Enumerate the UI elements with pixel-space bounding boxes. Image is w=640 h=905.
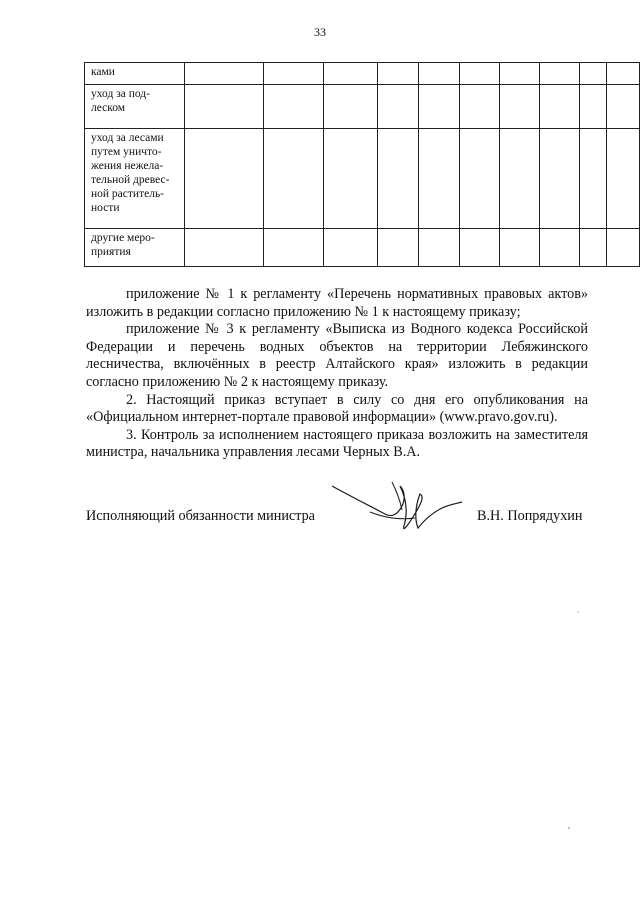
row-label: ками <box>85 63 185 85</box>
signatory-name: В.Н. Попрядухин <box>477 508 583 524</box>
signatory-title: Исполняющий обязанности министра <box>86 508 315 524</box>
row-label: уход за под- леском <box>85 85 185 129</box>
paragraph-control: 3. Контроль за исполнением настоящего приказа возложить на заместителя министра, начальника управления лесами Черных В.А. <box>86 426 588 461</box>
row-label: другие меро- приятия <box>85 229 185 267</box>
paragraph-appendix-1: приложение № 1 к регламенту «Перечень нормативных правовых актов» изложить в редакции согласно приложению № 1 к настоящему приказу; <box>86 286 588 320</box>
row-label: уход за лесами путем уничто- жения нежела- тельной древес- ной раститель- ности <box>85 129 185 229</box>
paragraph-effective-date: 2. Настоящий приказ вступает в силу со дня его опубликования на «Официальном интернет-портале правовой информации» (www.pravo.gov.ru). <box>86 391 588 426</box>
page-number: 33 <box>314 25 326 39</box>
paragraph-appendix-3: приложение № 3 к регламенту «Выписка из Водного кодекса Российской Федерации и перечень водных объектов на территории Лебяжинского лесничества, включённых в реестр Алтайского края» изложить в редакции согласно приложению № 2 к настоящему приказу. <box>86 321 588 390</box>
